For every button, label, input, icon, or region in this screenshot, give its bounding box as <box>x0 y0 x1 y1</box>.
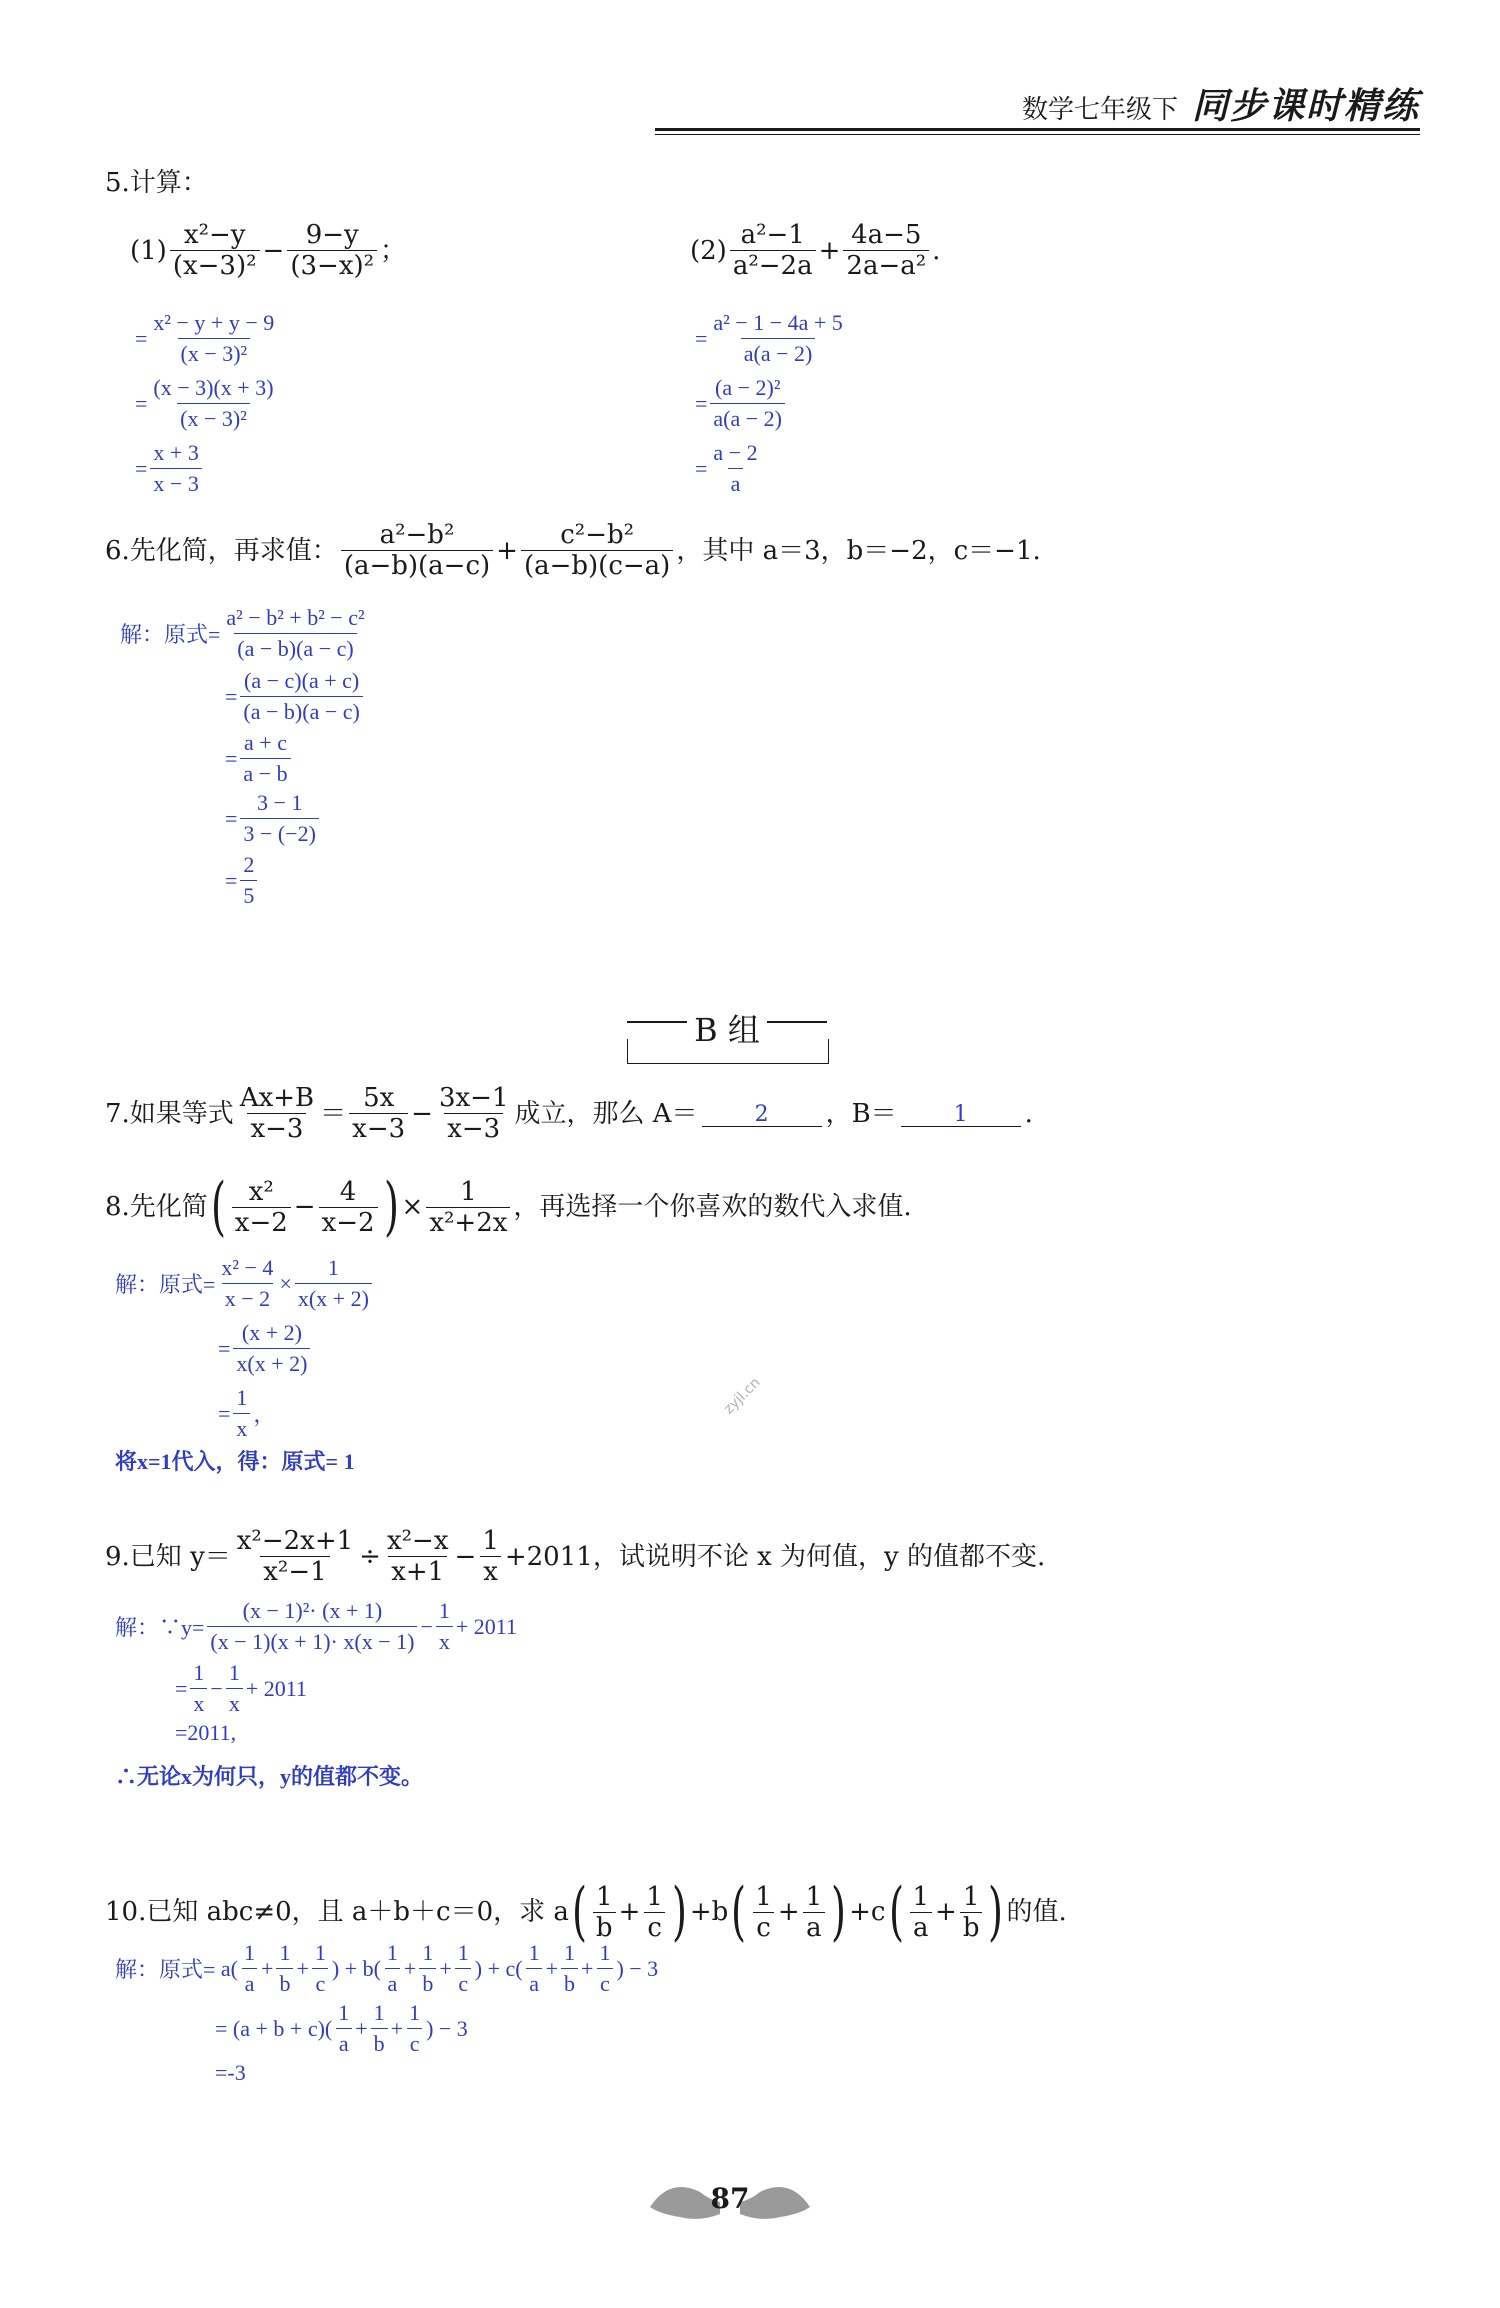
q6-label: 6.先化简，再求值： <box>105 535 338 566</box>
q8-sol-step1: 解：原式= $\frac{\text{x² − 4}}{x - 2}$ × $\frac{1}{x(x + 2)}$ <box>115 1255 375 1312</box>
header-subject: 数学七年级下 <box>1021 95 1178 125</box>
page-number-ornament <box>640 2172 820 2232</box>
q6-sol-step2: = $\frac{(a - c)(a + c)}{(a - b)(a - c)}$ <box>225 668 366 725</box>
q5-part1: (1) $\frac{\text{x²−y}}{\text{(x−3)²}}$ − $\frac{9-y}{\text{(3−x)²}}$ ； <box>130 220 407 281</box>
watermark: zyjl.cn <box>720 1374 764 1418</box>
q6-sol-step1: 解：原式= $\frac{\text{a² − b² + b² − c²}}{(a - b)(a - c)}$ <box>120 605 365 661</box>
q5-sol1-step1: = $\frac{\text{x² − y + y − 9}}{\text{(x − 3)²}}$ <box>135 310 275 366</box>
q9-conclusion: ∴无论x为何只，y的值都不变。 <box>115 1764 424 1789</box>
q10-sol-step2: = (a + b + c)( $\frac{1}{a}$ + $\frac{1}{b}$ + $\frac{1}{c}$ ) − 3 <box>215 2000 468 2056</box>
q9-sol-step3: =2011, <box>175 1720 237 1745</box>
q5-sol2-step2: = $\frac{\text{(a − 2)²}}{a(a - 2)}$ <box>695 375 788 432</box>
q6-sol-step4: = $\frac{3 - 1}{3 - (-2)}$ <box>225 790 322 847</box>
q8-label: 8.先化简 <box>105 1192 208 1222</box>
q7-label: 7.如果等式 <box>105 1098 234 1129</box>
q10-sol-step3: =-3 <box>215 2060 246 2085</box>
q8-question: 8.先化简 ( $\frac{\text{x²}}{x-2}$ − $\frac{4}{x-2}$ ) × $\frac{1}{\text{x²+2x}}$ ，再选择一个你喜欢的数代入求值. <box>105 1170 912 1244</box>
q5-sol2-step1: = $\frac{\text{a² − 1 − 4a + 5}}{a(a - 2)}$ <box>695 310 843 366</box>
q8-sol-step3: = $\frac{1}{x}$ ， <box>218 1385 276 1441</box>
q5-sol1-step3: = $\frac{x + 3}{x - 3}$ <box>135 440 205 497</box>
q6-sol-step5: = $\frac{2}{5}$ <box>225 852 260 909</box>
header-rule-thin <box>655 134 1420 135</box>
q5-part1-tag: (1) <box>130 235 167 266</box>
header-rule <box>655 128 1420 131</box>
q5-sol1-step2: = $\frac{(x - 3)(x + 3)}{\text{(x − 3)²}}$ <box>135 375 274 431</box>
q9-sol-step2: = $\frac{1}{x}$ − $\frac{1}{x}$ + 2011 <box>175 1660 307 1716</box>
q5-sol2-step3: = $\frac{a - 2}{a}$ <box>695 440 758 496</box>
q9-question: 9.已知 y＝ $\frac{\text{x²−2x+1}}{\text{x²−1}}$ ÷ $\frac{\text{x²−x}}{x+1}$ − $\frac{1}{x}$ +2011，试说明不论 x 为何值，y 的值都不变. <box>105 1526 1046 1587</box>
q5-label: 5.计算： <box>105 168 208 198</box>
q6-question: 6.先化简，再求值： $\frac{\text{a²−b²}}{(a-b)(a-c)}$ + $\frac{\text{c²−b²}}{(a-b)(c-a)}$ ，其中 a＝3，b＝−2，c＝−1. <box>105 520 1041 581</box>
q9-label: 9.已知 y＝ <box>105 1541 231 1572</box>
q10-label: 10.已知 abc≠0，且 a＋b＋c＝0，求 a <box>105 1897 569 1927</box>
q6-sol-step3: = $\frac{a + c}{a - b}$ <box>225 730 294 787</box>
header-title <box>1022 78 1420 129</box>
q5-part2: (2) $\frac{\text{a²−1}}{\text{a²−2a}}$ + $\frac{4a-5}{\text{2a−a²}}$ . <box>690 220 941 281</box>
q7-question: 7.如果等式 $\frac{Ax+B}{x-3}$ ＝ $\frac{5x}{x-3}$ − $\frac{3x-1}{x-3}$ 成立，那么 A＝ 2 ，B＝ 1 . <box>105 1083 1033 1144</box>
q7-answer-a: 2 <box>702 1100 822 1127</box>
page-number: 87 <box>710 2182 750 2215</box>
q5-part1-frac2: $\frac{9-y}{\text{(3−x)²}}$ <box>287 222 377 279</box>
group-b-box <box>627 1039 829 1064</box>
q9-sol-step1: 解：∵y= $\frac{\text{(x − 1)²· (x + 1)}}{(x - 1)(x + 1)\cdot x(x - 1)}$ − $\frac{1}{x}$ + 2011 <box>115 1598 517 1654</box>
header-series: 同步课时精练 <box>1191 86 1420 127</box>
q5-part2-frac2: $\frac{4a-5}{\text{2a−a²}}$ <box>843 222 929 279</box>
q8-sol-step2: = $\frac{(x + 2)}{x(x + 2)}$ <box>218 1320 313 1377</box>
q10-question: 10.已知 abc≠0，且 a＋b＋c＝0，求 a ( $\frac{1}{b}$ + $\frac{1}{c}$ ) +b ( $\frac{1}{c}$ + $\frac{1}{a}$ ) +c ( $\frac{1}{a}$ + $\frac{1}{b}$ ) 的值. <box>105 1875 1067 1949</box>
group-b-title: B 组 <box>694 1011 760 1049</box>
q5-part2-frac1: $\frac{\text{a²−1}}{\text{a²−2a}}$ <box>730 222 816 279</box>
q5-part2-tag: (2) <box>690 235 727 266</box>
q8-sol-final: 将x=1代入，得：原式= 1 <box>115 1449 355 1474</box>
q10-sol-step1: 解：原式= a( $\frac{1}{a}$ + $\frac{1}{b}$ + $\frac{1}{c}$ ) + b( $\frac{1}{a}$ + $\frac{1}{b}$ + $\frac{1}{c}$ ) + c( $\frac{1}{a}$ + $\frac{1}{b}$ + $\frac{1}{c}$ ) − 3 <box>115 1940 659 1996</box>
group-b-heading <box>627 1005 827 1061</box>
q5-part1-frac1: $\frac{\text{x²−y}}{\text{(x−3)²}}$ <box>170 222 260 279</box>
q7-answer-b: 1 <box>901 1100 1021 1127</box>
